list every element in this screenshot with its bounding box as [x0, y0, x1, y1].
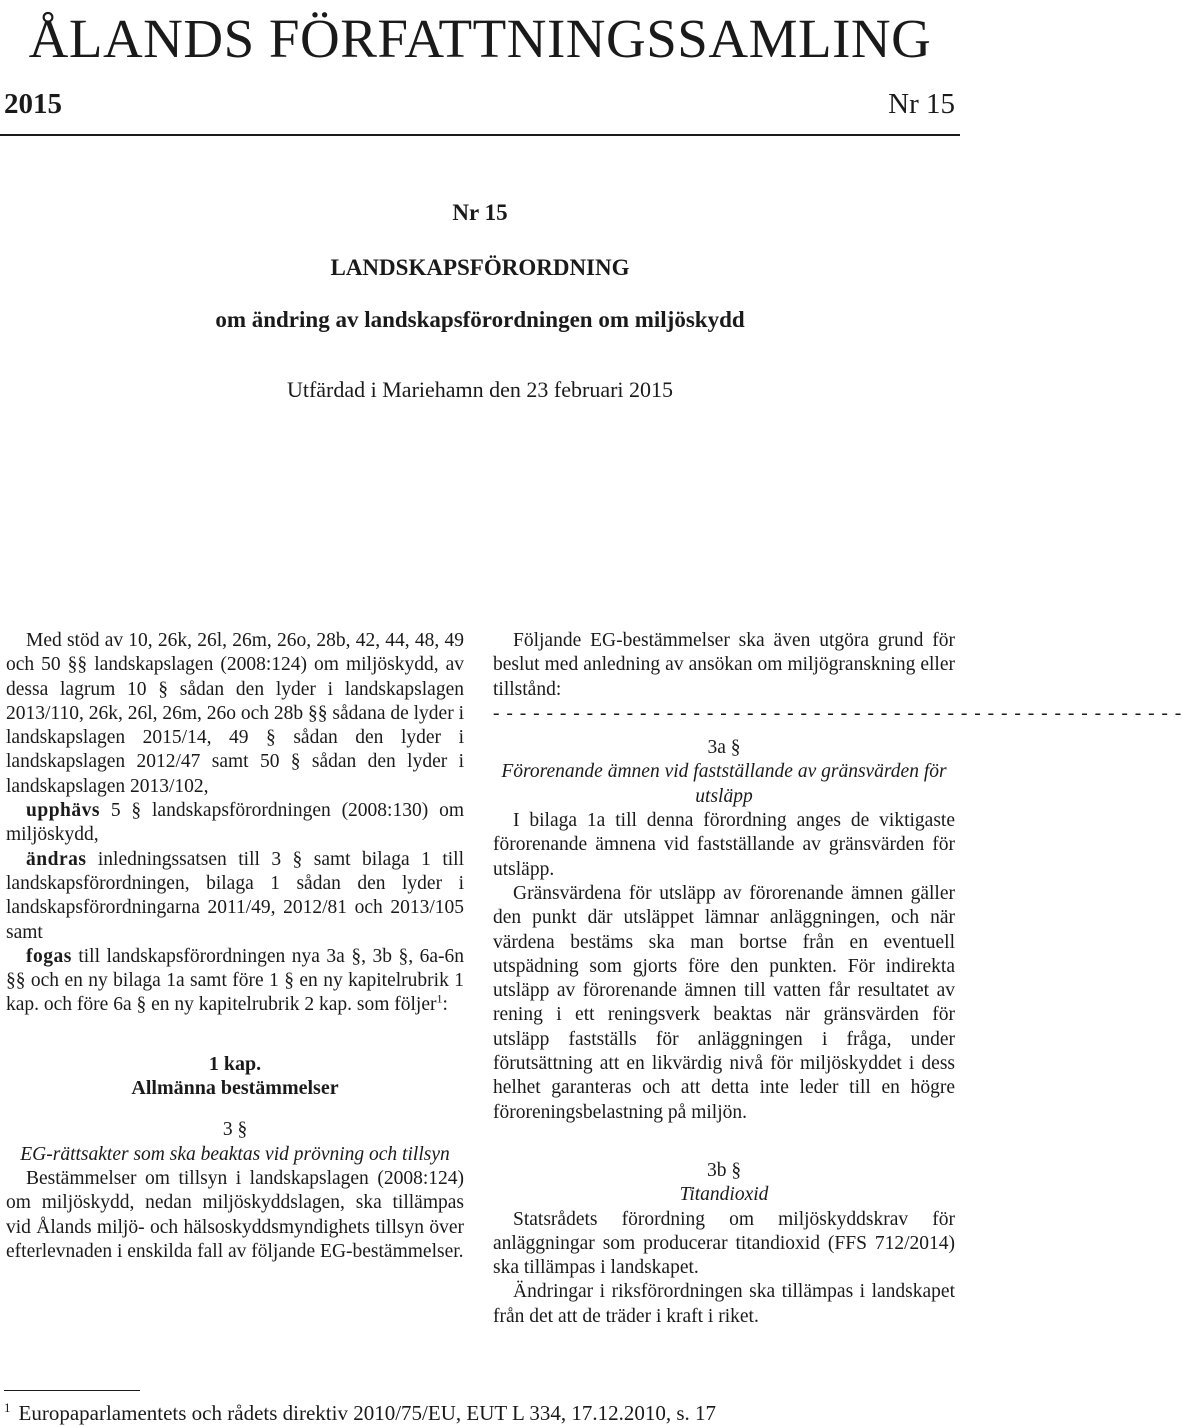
repeal-keyword: upphävs — [26, 800, 100, 822]
add-keyword: fogas — [26, 945, 72, 967]
section-3b-paragraph-1: Statsrådets förordning om miljöskyddskrav för anläggningar som producerar titandioxid (FFS 712/2014) ska tillämpas i landskapet. — [493, 1208, 955, 1279]
issue-number: Nr 15 — [888, 88, 955, 120]
amend-text: inledningssatsen till 3 § samt bilaga 1 till landskapsförordningen, bilaga 1 sådan den lyder i landskapsförordningarna 2011/49, 2012/81 och 2013/105 samt — [6, 848, 464, 943]
spacer — [493, 726, 955, 736]
repeal-paragraph — [6, 799, 464, 848]
spacer — [6, 1018, 464, 1052]
issue-year: 2015 — [4, 88, 62, 120]
add-text: till landskapsförordningen nya 3a §, 3b §, 6a-6n §§ och en ny bilaga 1a samt före 1 § en ny kapitelrubrik 1 kap. och före 6a § en ny kapitelrubrik 2 kap. som följer — [6, 945, 464, 1016]
footnote-reference: 1 — [436, 991, 443, 1006]
section-3a-number: 3a § — [707, 737, 741, 759]
footnote-divider — [4, 1390, 140, 1391]
left-column — [6, 629, 464, 1264]
add-paragraph — [6, 945, 464, 1018]
document-kind: LANDSKAPSFÖRORDNING — [330, 255, 630, 280]
amend-paragraph — [6, 848, 464, 945]
section-3-number: 3 § — [222, 1119, 248, 1141]
preamble-paragraph: Med stöd av 10, 26k, 26l, 26m, 26o, 28b, 42, 44, 48, 49 och 50 §§ landskapslagen (2008:124) om miljöskydd, av dessa lagrum 10 § sådan den lyder i landskapslagen 2013/110, 26k, 26l, 26m, 26o och 28b §§ sådana de lyder i landskapslagen 2015/14, 49 § sådan den lyder i landskapslagen 2012/47 samt 50 § sådan den lyder i landskapslagen 2013/102, — [6, 630, 465, 797]
issued-line: Utfärdad i Mariehamn den 23 februari 2015 — [286, 377, 674, 402]
section-3b-title: Titandioxid — [679, 1184, 769, 1206]
section-3a-paragraph-1: I bilaga 1a till denna förordning anges de viktigaste förorenande ämnena vid fastställande av gränsvärden för utsläpp. — [493, 810, 955, 880]
right-column — [493, 629, 1182, 1329]
section-3b-number: 3b § — [706, 1159, 742, 1181]
chapter-title: Allmänna bestämmelser — [131, 1077, 339, 1100]
repeal-text: 5 § landskapsförordningen (2008:130) om miljöskydd, — [6, 800, 464, 846]
spacer — [493, 1125, 955, 1159]
right-intro: Följande EG-bestämmelser ska även utgöra grund för beslut med anledning av ansökan om miljögranskning eller tillstånd: — [493, 630, 955, 700]
add-end: : — [442, 994, 448, 1016]
section-3-text: Bestämmelser om tillsyn i landskapslagen (2008:124) om miljöskydd, nedan miljöskyddslagen, ska tillämpas vid Ålands miljö- och hälsoskyddsmyndighets tillsyn över efterlevnaden i enskilda fall av följande EG-bestämmelser. — [6, 1167, 464, 1262]
section-3a-paragraph-2: Gränsvärdena för utsläpp av förorenande ämnen gäller den punkt där utsläppet lämnar anläggningen, och när värdena bestäms ska man bortse från en eventuell utspädning som gjorts före den punkten. För indirekta utsläpp av förorenande ämnen till vatten får resultatet av rening i ett reningsverk beaktas när gränsvärden för utsläpp fastställs för anläggningen i fråga, under förutsättning att en likvärdig nivå för miljöskyddet i dess helhet garanteras och att detta inte leder till en högre föroreningsbelastning på miljön. — [493, 882, 955, 1123]
footnote-text: Europaparlamentets och rådets direktiv 2010/75/EU, EUT L 334, 17.12.2010, s. 17 — [18, 1401, 717, 1425]
section-3a-title: Förorenande ämnen vid fastställande av gränsvärden för utsläpp — [501, 761, 947, 807]
header-divider — [0, 134, 960, 136]
omission-dashes: - - - - - - - - - - - - - - - - - - - - - - - - - - - - - - - - - - - - - - - - - - - - - - - - - - - - — [493, 702, 1182, 724]
document-number: Nr 15 — [452, 200, 508, 225]
footnote-mark: 1 — [4, 1400, 11, 1415]
document-title: om ändring av landskapsförordningen om miljöskydd — [215, 307, 745, 332]
section-3-title: EG-rättsakter som ska beaktas vid prövning och tillsyn — [20, 1143, 450, 1165]
chapter-number: 1 kap. — [208, 1052, 262, 1075]
spacer — [6, 1100, 464, 1118]
footnote — [4, 1401, 716, 1426]
amend-keyword: ändras — [26, 848, 87, 870]
section-3b-paragraph-2: Ändringar i riksförordningen ska tillämpas i landskapet från det att de träder i kraft i riket. — [493, 1281, 955, 1327]
masthead-title: ÅLANDS FÖRFATTNINGSSAMLING — [28, 8, 932, 69]
